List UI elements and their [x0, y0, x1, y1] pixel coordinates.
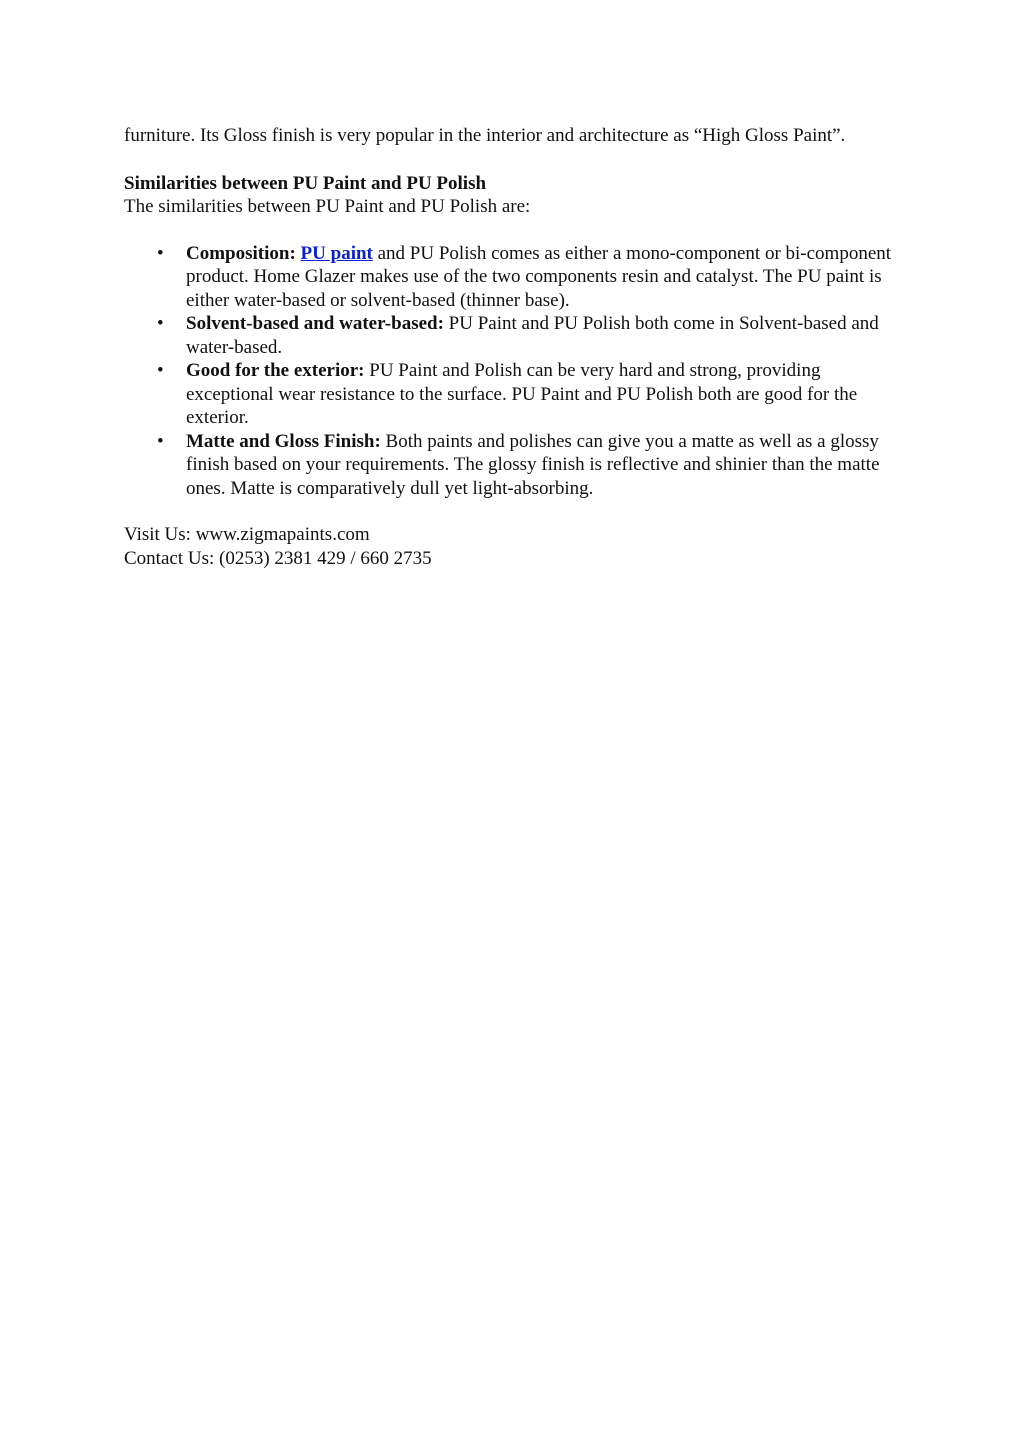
intro-paragraph: furniture. Its Gloss finish is very popular in the interior and architecture as “High Gloss Paint”.: [124, 125, 846, 146]
bullet-icon: •: [157, 360, 164, 381]
list-item-text: PU Paint and PU Polish both come in Solvent-based and water-based.: [186, 313, 879, 358]
document-body: [124, 124, 894, 570]
visit-line: Visit Us: www.zigmapaints.com: [124, 524, 370, 545]
list-item-composition: [157, 242, 894, 313]
bullet-icon: •: [157, 242, 164, 264]
pu-paint-link[interactable]: PU paint: [300, 242, 373, 264]
list-item-term: Composition:: [186, 242, 296, 264]
list-item-matte-gloss: [157, 430, 894, 501]
list-item-term: Matte and Gloss Finish:: [186, 430, 381, 452]
list-item-text: Both paints and polishes can give you a matte as well as a glossy finish based on your requirements. The glossy finish is reflective and shinier than the matte ones. Matte is comparatively dull yet light-absorbing.: [186, 430, 880, 499]
list-item-term: Solvent-based and water-based:: [186, 313, 444, 334]
section-lead: The similarities between PU Paint and PU Polish are:: [124, 196, 531, 217]
list-item-term: Good for the exterior:: [186, 360, 365, 381]
list-item-solvent-water: [157, 312, 894, 359]
contact-line: Contact Us: (0253) 2381 429 / 660 2735: [124, 547, 432, 569]
list-item-text: PU Paint and Polish can be very hard and strong, providing exceptional wear resistance to the surface. PU Paint and PU Polish both are good for the exterior.: [186, 360, 858, 428]
section-heading: Similarities between PU Paint and PU Polish: [124, 172, 487, 194]
similarities-list: [124, 242, 894, 501]
bullet-icon: •: [157, 430, 164, 452]
list-item-text: and PU Polish comes as either a mono-component or bi-component product. Home Glazer makes use of the two components resin and catalyst. The PU paint is either water-based or solvent-based (thinner base).: [186, 242, 892, 311]
bullet-icon: •: [157, 313, 164, 334]
list-item-exterior: [157, 359, 894, 430]
